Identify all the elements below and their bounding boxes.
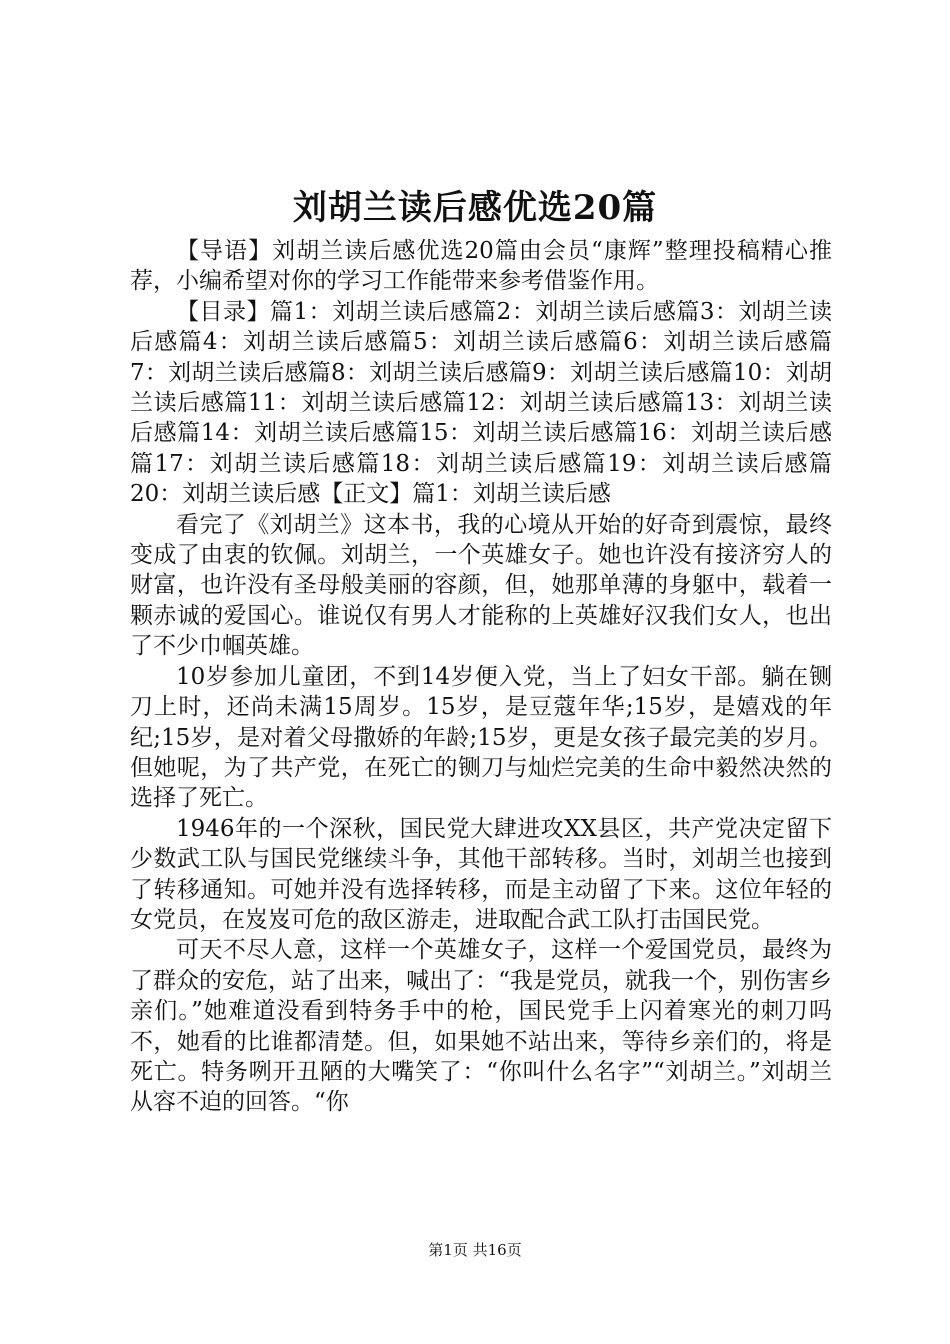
document-title: 刘胡兰读后感优选20篇: [292, 188, 658, 228]
paragraph-intro: 【导语】刘胡兰读后感优选20篇由会员“康辉”整理投稿精心推荐，小编希望对你的学习工作能带来参考借鉴作用。: [130, 238, 832, 295]
paragraph-body-1: 看完了《刘胡兰》这本书，我的心境从开始的好奇到震惊，最终变成了由衷的钦佩。刘胡兰，一个英雄女子。她也许没有接济穷人的财富，也许没有圣母般美丽的容颜，但，她那单薄的身躯中，载着一颗赤诚的爱国心。谁说仅有男人才能称的上英雄好汉我们女人，也出了不少巾帼英雄。: [130, 511, 832, 660]
page-footer: 第1页 共16页: [428, 1241, 522, 1259]
document-body: [130, 236, 832, 1118]
paragraph-body-3: 1946年的一个深秋，国民党大肆进攻XX县区，共产党决定留下少数武工队与国民党继续斗争，其他干部转移。当时，刘胡兰也接到了转移通知。可她并没有选择转移，而是主动留了下来。这位年轻的女党员，在岌岌可危的敌区游走，进取配合武工队打击国民党。: [130, 815, 832, 933]
paragraph-table-of-contents: 【目录】篇1：刘胡兰读后感篇2：刘胡兰读后感篇3：刘胡兰读后感篇4：刘胡兰读后感篇5：刘胡兰读后感篇6：刘胡兰读后感篇7：刘胡兰读后感篇8：刘胡兰读后感篇9：刘胡兰读后感篇10：刘胡兰读后感篇11：刘胡兰读后感篇12：刘胡兰读后感篇13：刘胡兰读后感篇14：刘胡兰读后感篇15：刘胡兰读后感篇16：刘胡兰读后感篇17：刘胡兰读后感篇18：刘胡兰读后感篇19：刘胡兰读后感篇20：刘胡兰读后感【正文】篇1：刘胡兰读后感: [130, 298, 832, 508]
paragraph-body-2: 10岁参加儿童团，不到14岁便入党，当上了妇女干部。躺在铡刀上时，还尚未满15周岁。15岁，是豆蔻年华;15岁，是嬉戏的年纪;15岁，是对着父母撒娇的年龄;15岁，更是女孩子最完美的岁月。但她呢，为了共产党，在死亡的铡刀与灿烂完美的生命中毅然决然的选择了死亡。: [130, 663, 832, 812]
paragraph-body-4: 可天不尽人意，这样一个英雄女子，这样一个爱国党员，最终为了群众的安危，站了出来，喊出了：“我是党员，就我一个，别伤害乡亲们。”她难道没看到特务手中的枪，国民党手上闪着寒光的刺刀吗不，她看的比谁都清楚。但，如果她不站出来，等待乡亲们的，将是死亡。特务咧开丑陋的大嘴笑了：“你叫什么名字”“刘胡兰。”刘胡兰从容不迫的回答。“你: [130, 937, 832, 1116]
